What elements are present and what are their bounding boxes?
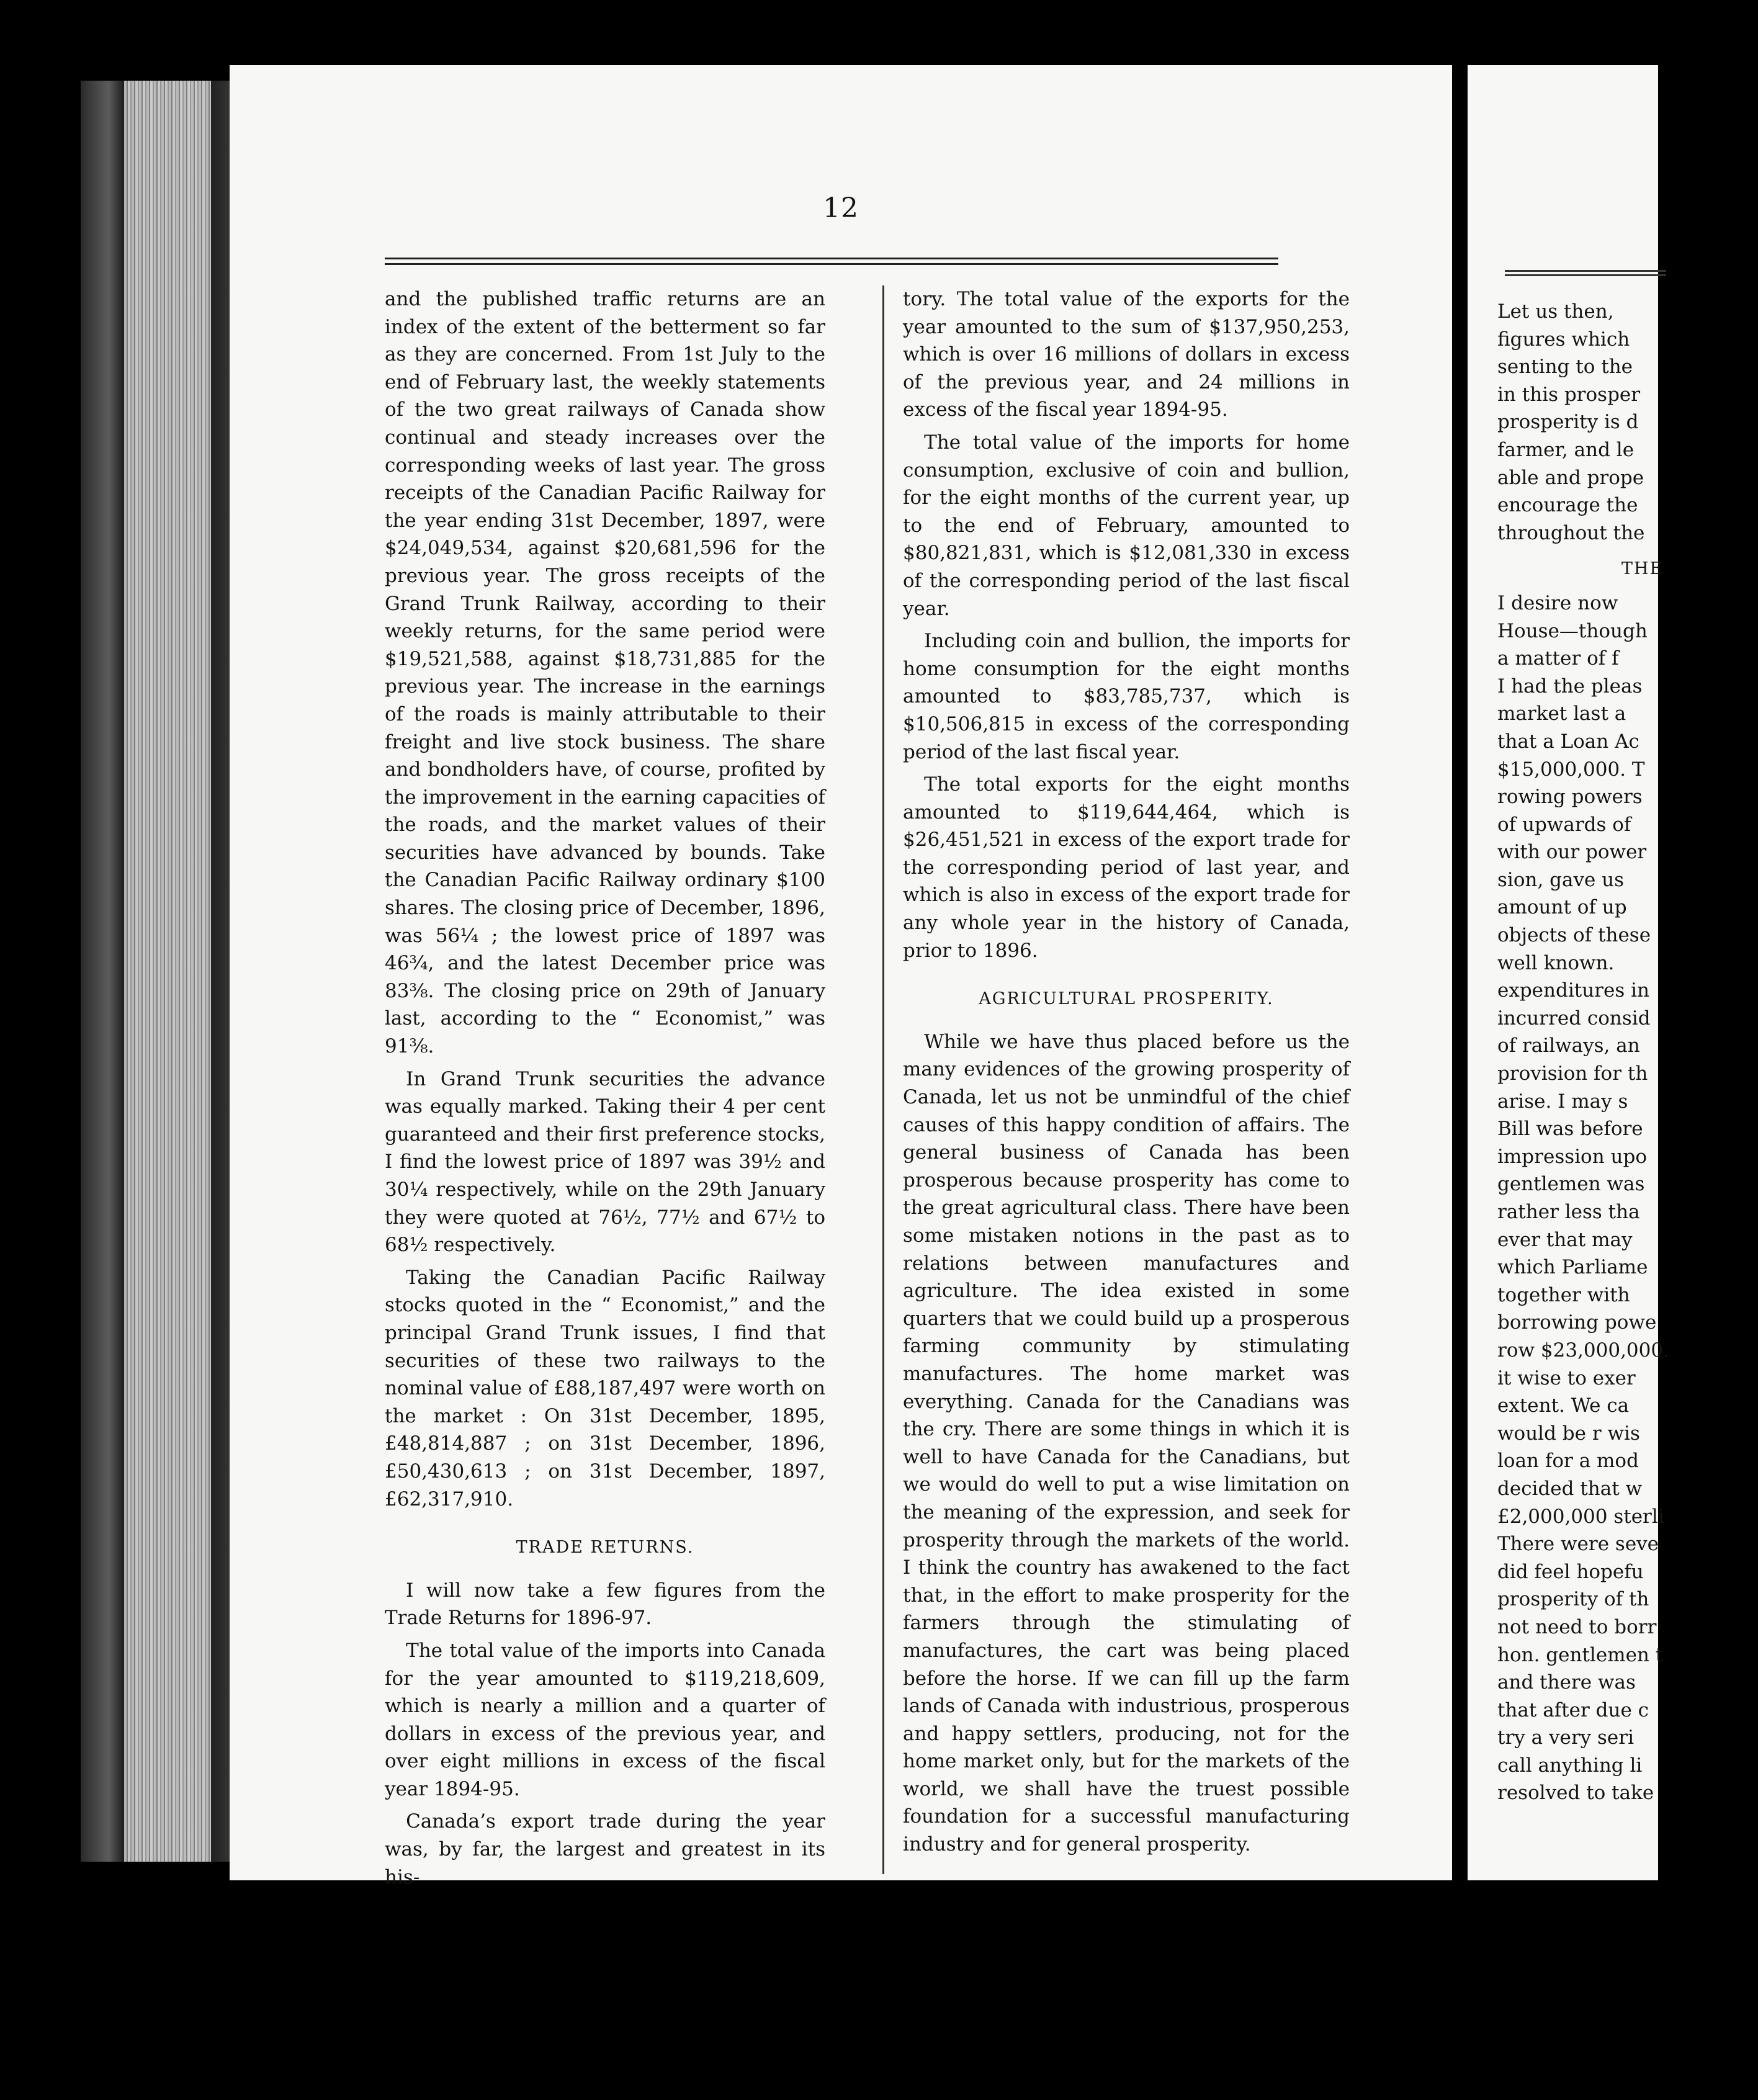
paragraph: Taking the Canadian Pacific Railway stocks quoted in the “ Economist,” and the principal Grand Trunk issues, I find that securities of these two railways to the nominal value of £88,187,497 were worth on the market : On 31st December, 1895, £48,814,887 ; on 31st December, 1896, £50,430,613 ; on 31st December, 1897, £62,317,910.: [385, 1266, 825, 1510]
facing-line: encourage the: [1497, 494, 1638, 517]
header-rule: [385, 258, 1278, 265]
facing-line: in this prosper: [1497, 383, 1641, 406]
page-number: 12: [823, 192, 859, 224]
facing-line: gentlemen was: [1497, 1173, 1645, 1196]
paragraph: tory. The total value of the exports for the year amounted to the sum of $137,950,253, which is over 16 millions of dollars in excess of the previous year, and 24 millions in excess of the fiscal year 1894-95.: [903, 288, 1350, 421]
facing-line: $15,000,000. T: [1497, 758, 1645, 781]
facing-line: loan for a mod: [1497, 1450, 1639, 1473]
facing-line: There were seve: [1497, 1533, 1659, 1556]
facing-line: of upwards of: [1497, 813, 1631, 836]
facing-line: extent. We ca: [1497, 1394, 1630, 1417]
facing-line: expenditures in: [1497, 979, 1649, 1002]
facing-line: well known.: [1497, 951, 1615, 974]
section-heading: TRADE RETURNS.: [516, 1538, 694, 1558]
facing-line: senting to the: [1497, 356, 1633, 379]
text-column-left: [385, 285, 825, 1891]
facing-line: it wise to exer: [1497, 1366, 1636, 1389]
facing-line: ever that may: [1497, 1228, 1633, 1251]
facing-line: would be r wis: [1497, 1422, 1640, 1445]
facing-line: with our power: [1497, 841, 1647, 864]
facing-line: throughout the: [1497, 521, 1645, 544]
facing-line: Let us then,: [1497, 300, 1614, 323]
paragraph: The total value of the imports into Canada for the year amounted to $119,218,609, which is nearly a million and a quarter of dollars in excess of the previous year, and over eight millions in excess of the fiscal year 1894-95.: [385, 1639, 825, 1800]
facing-line: decided that w: [1497, 1477, 1643, 1500]
facing-line: and there was: [1497, 1671, 1636, 1694]
paragraph: Canada’s export trade during the year was, by far, the largest and greatest in its his-: [385, 1810, 825, 1888]
facing-line: able and prope: [1497, 466, 1644, 489]
paragraph: Including coin and bullion, the imports for home consumption for the eight months amounted to $83,785,737, which is $10,506,815 in excess of the corresponding period of the last fiscal year.: [903, 630, 1350, 763]
facing-line: together with: [1497, 1283, 1630, 1306]
facing-page: [1468, 65, 1669, 1880]
facing-line: sion, gave us: [1497, 868, 1625, 891]
column-divider: [882, 285, 884, 1874]
facing-line: prosperity of th: [1497, 1588, 1649, 1611]
facing-line: row $23,000,000.: [1497, 1339, 1669, 1362]
section-heading: AGRICULTURAL PROSPERITY.: [979, 989, 1274, 1009]
facing-line: impression upo: [1497, 1145, 1648, 1168]
facing-line: which Parliame: [1497, 1256, 1648, 1279]
left-page: [230, 65, 1452, 1888]
paragraph: I will now take a few figures from the Trade Returns for 1896-97.: [385, 1579, 825, 1630]
facing-line: try a very seri: [1497, 1726, 1635, 1749]
facing-line: that after due c: [1497, 1698, 1649, 1721]
facing-line: borrowing powe: [1497, 1311, 1657, 1334]
facing-line: hon. gentlemen t: [1497, 1643, 1664, 1666]
facing-line: not need to borr: [1497, 1615, 1657, 1638]
facing-line: of railways, an: [1497, 1034, 1640, 1057]
facing-line: did feel hopefu: [1497, 1560, 1644, 1583]
facing-line: farmer, and le: [1497, 438, 1635, 461]
paragraph: While we have thus placed before us the many evidences of the growing prosperity of Canada, let us not be unmindful of the chief causes of this happy condition of affairs. The general business of Canada has been prosperous because prosperity has come to the great agricultural class. There have been some mistaken notions in the past as to relations between manufactures and agriculture. The idea existed in some quarters that we could build up a prosperous farming community by stimulating manufactures. The home market was everything. Canada for the Canadians was the cry. There are some things in which it is well to have Canada for the Canadians, but we would do well to put a wise limitation on the meaning of the expression, and seek for prosperity through the markets of the world. I think the country has awakened to the fact that, in the effort to make prosperity for the farmers through the stimulating of manufactures, the cart was being placed before the horse. If we can fill up the farm lands of Canada with industrious, prosperous and happy settlers, producing, not for the home market only, but for the markets of the world, we shall have the truest possible foundation for a successful manufacturing industry and for general prosperity.: [903, 1030, 1350, 1856]
facing-page-text: [1497, 298, 1758, 1807]
facing-line: that a Loan Ac: [1497, 730, 1639, 753]
facing-page-rule: [1505, 270, 1666, 276]
facing-line: a matter of f: [1497, 647, 1619, 670]
facing-line: rather less tha: [1497, 1201, 1640, 1223]
facing-line: resolved to take: [1497, 1782, 1654, 1805]
facing-line: rowing powers: [1497, 786, 1643, 809]
facing-line: amount of up: [1497, 896, 1627, 919]
facing-line: House—though: [1497, 619, 1648, 642]
facing-line: I had the pleas: [1497, 675, 1643, 698]
facing-line: prosperity is d: [1497, 411, 1639, 434]
paragraph: In Grand Trunk securities the advance was equally marked. Taking their 4 per cent guaranteed and their first preference stocks, I find the lowest price of 1897 was 39½ and 30¼ respectively, while on the 29th January they were quoted at 76½, 77½ and 67½ to 68½ respectively.: [385, 1067, 825, 1257]
facing-heading: THE: [1621, 559, 1664, 579]
facing-line: figures which: [1497, 328, 1630, 351]
facing-line: provision for th: [1497, 1062, 1648, 1085]
facing-line: I desire now: [1497, 591, 1618, 614]
facing-line: call anything li: [1497, 1754, 1643, 1777]
facing-line: objects of these: [1497, 924, 1651, 947]
page-edges: [124, 81, 211, 1862]
facing-line: incurred consid: [1497, 1007, 1651, 1030]
facing-line: market last a: [1497, 702, 1626, 725]
facing-line: Bill was before: [1497, 1118, 1643, 1141]
facing-line: arise. I may s: [1497, 1090, 1628, 1113]
paragraph: The total value of the imports for home consumption, exclusive of coin and bullion, for the eight months of the current year, up to the end of February, amounted to $80,821,831, which is $12,081,330 in excess of the corresponding period of the last fiscal year.: [903, 431, 1350, 620]
text-column-right: [903, 285, 1350, 1859]
facing-line: £2,000,000 sterli: [1497, 1505, 1664, 1528]
paragraph: The total exports for the eight months amounted to $119,644,464, which is $26,451,521 in excess of the export trade for the corresponding period of last year, and which is also in excess of the export trade for any whole year in the history of Canada, prior to 1896.: [903, 773, 1350, 962]
paragraph: and the published traffic returns are an index of the extent of the betterment so far as they are concerned. From 1st July to the end of February last, the weekly statements of the two great railways of Canada show continual and steady increases over the corresponding weeks of last year. The gross receipts of the Canadian Pacific Railway for the year ending 31st December, 1897, were $24,049,534, against $20,681,596 for the previous year. The gross receipts of the Grand Trunk Railway, according to their weekly returns, for the same period were $19,521,588, against $18,731,885 for the previous year. The increase in the earnings of the roads is mainly attributable to their freight and live stock business. The share and bondholders have, of course, profited by the improvement in the earning capacities of the roads, and the market values of their securities have advanced by bounds. Take the Canadian Pacific Railway ordinary $100 shares. The closing price of December, 1896, was 56¼ ; the lowest price of 1897 was 46¾, and the latest December price was 83⅜. The closing price on 29th of January last, according to the “ Economist,” was 91⅜.: [385, 288, 825, 1058]
